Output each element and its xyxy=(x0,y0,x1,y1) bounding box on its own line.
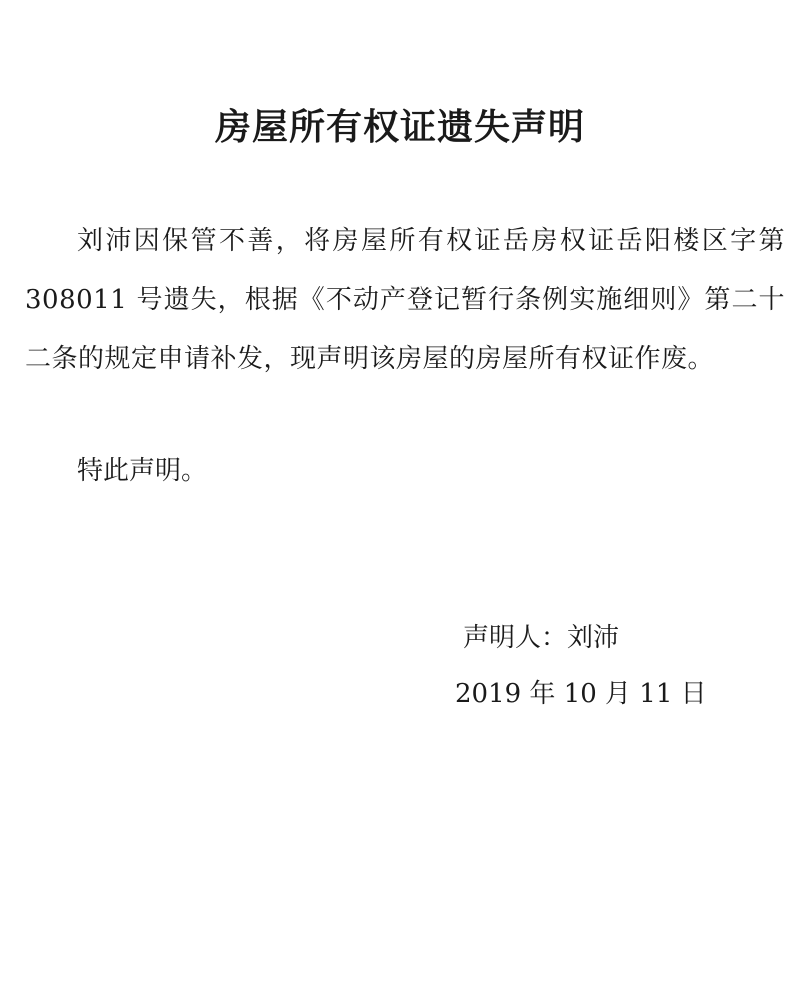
closing-statement: 特此声明。 xyxy=(77,456,208,486)
document-body xyxy=(25,212,785,389)
declaration-date: 2019 年 10 月 11 日 xyxy=(455,679,707,709)
body-paragraph: 刘沛因保管不善，将房屋所有权证岳房权证岳阳楼区字第 308011 号遗失，根据《不动产登记暂行条例实施细则》第二十二条的规定申请补发，现声明该房屋的房屋所有权证作废。 xyxy=(25,226,785,374)
declarant-line: 声明人：刘沛 xyxy=(463,623,620,653)
signature-block xyxy=(455,610,775,722)
document-title: 房屋所有权证遗失声明 xyxy=(214,107,585,148)
